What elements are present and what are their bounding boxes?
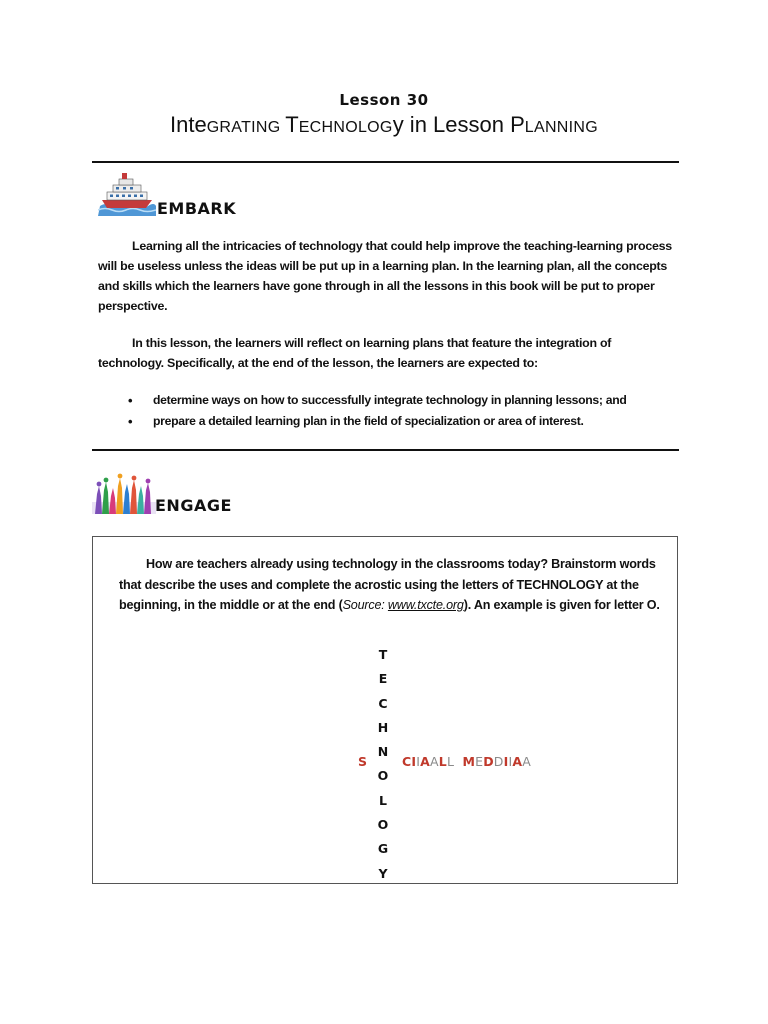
example-letter: L (438, 754, 447, 769)
acrostic-letter: H (377, 719, 389, 735)
example-letter: L (446, 754, 455, 769)
acrostic-letter: C (378, 695, 388, 711)
title-segment: ECHNOLOG (298, 119, 393, 136)
embark-heading: EMBARK (157, 199, 237, 218)
example-letter: D (483, 754, 494, 769)
example-letter: A (420, 754, 430, 769)
cruise-ship-icon (98, 170, 156, 216)
engage-heading: ENGAGE (155, 496, 232, 515)
example-letter: I (416, 754, 421, 769)
acrostic-example-right (402, 750, 531, 774)
objective-item: • prepare a detailed learning plan in the field of specialization or area of interest. (128, 411, 728, 432)
acrostic-letter: E (378, 671, 388, 687)
acrostic-letter: L (379, 792, 387, 808)
example-letter: C (402, 754, 412, 769)
example-letter: A (430, 754, 439, 769)
acrostic-example-left: S (358, 754, 368, 769)
objective-item: • determine ways on how to successfully integrate technology in planning lessons; and (128, 390, 728, 411)
acrostic-letter: O (377, 768, 389, 784)
example-letter: I (411, 754, 417, 769)
activity-prompt: How are teachers already using technology in the classrooms today? Brainstorm words that describe the uses and complete the acrostic using the letters of TECHNOLOGY at the beginning, in the middle or at the end (Source: www.txcte.org). An example is given for letter O. (119, 557, 660, 612)
objectives-list (128, 390, 728, 432)
acrostic-letter: G (377, 841, 389, 857)
title-segment: Inte (169, 112, 207, 137)
example-letter: D (493, 754, 504, 769)
example-letter: I (503, 754, 509, 769)
example-letter: A (522, 754, 532, 769)
title-segment: T (285, 112, 299, 137)
raised-hands-icon (92, 472, 156, 514)
source-link: www.txcte.org (387, 598, 464, 612)
acrostic-column (373, 643, 393, 886)
title-segment: LANNING (524, 119, 599, 136)
acrostic-letter: O (377, 817, 389, 833)
title-segment: y in Lesson (392, 112, 511, 137)
acrostic-letter: Y (378, 865, 388, 881)
example-letter: A (512, 754, 523, 769)
example-letter: M (462, 754, 476, 769)
top-divider (92, 161, 679, 163)
embark-paragraph-1: Learning all the intricacies of technology that could help improve the teaching-learning process will be useless unless the ideas will be put up in a learning plan. In the learning plan, all the concepts and skills which the learners have gone through in all the lessons in this book will be put to proper perspective. (98, 239, 672, 313)
acrostic-letter: N (377, 744, 389, 760)
lesson-number: Lesson 30 (339, 91, 429, 109)
title-segment: P (510, 112, 525, 137)
example-letter: E (475, 754, 484, 769)
middle-divider (92, 449, 679, 451)
example-letter: I (508, 754, 513, 769)
embark-paragraph-2: In this lesson, the learners will reflect on learning plans that feature the integration of technology. Specifically, at the end of the lesson, the learners are expected to: (98, 336, 612, 370)
title-segment: GRATING (206, 119, 286, 136)
lesson-title (0, 112, 768, 138)
acrostic-letter: T (378, 647, 388, 662)
